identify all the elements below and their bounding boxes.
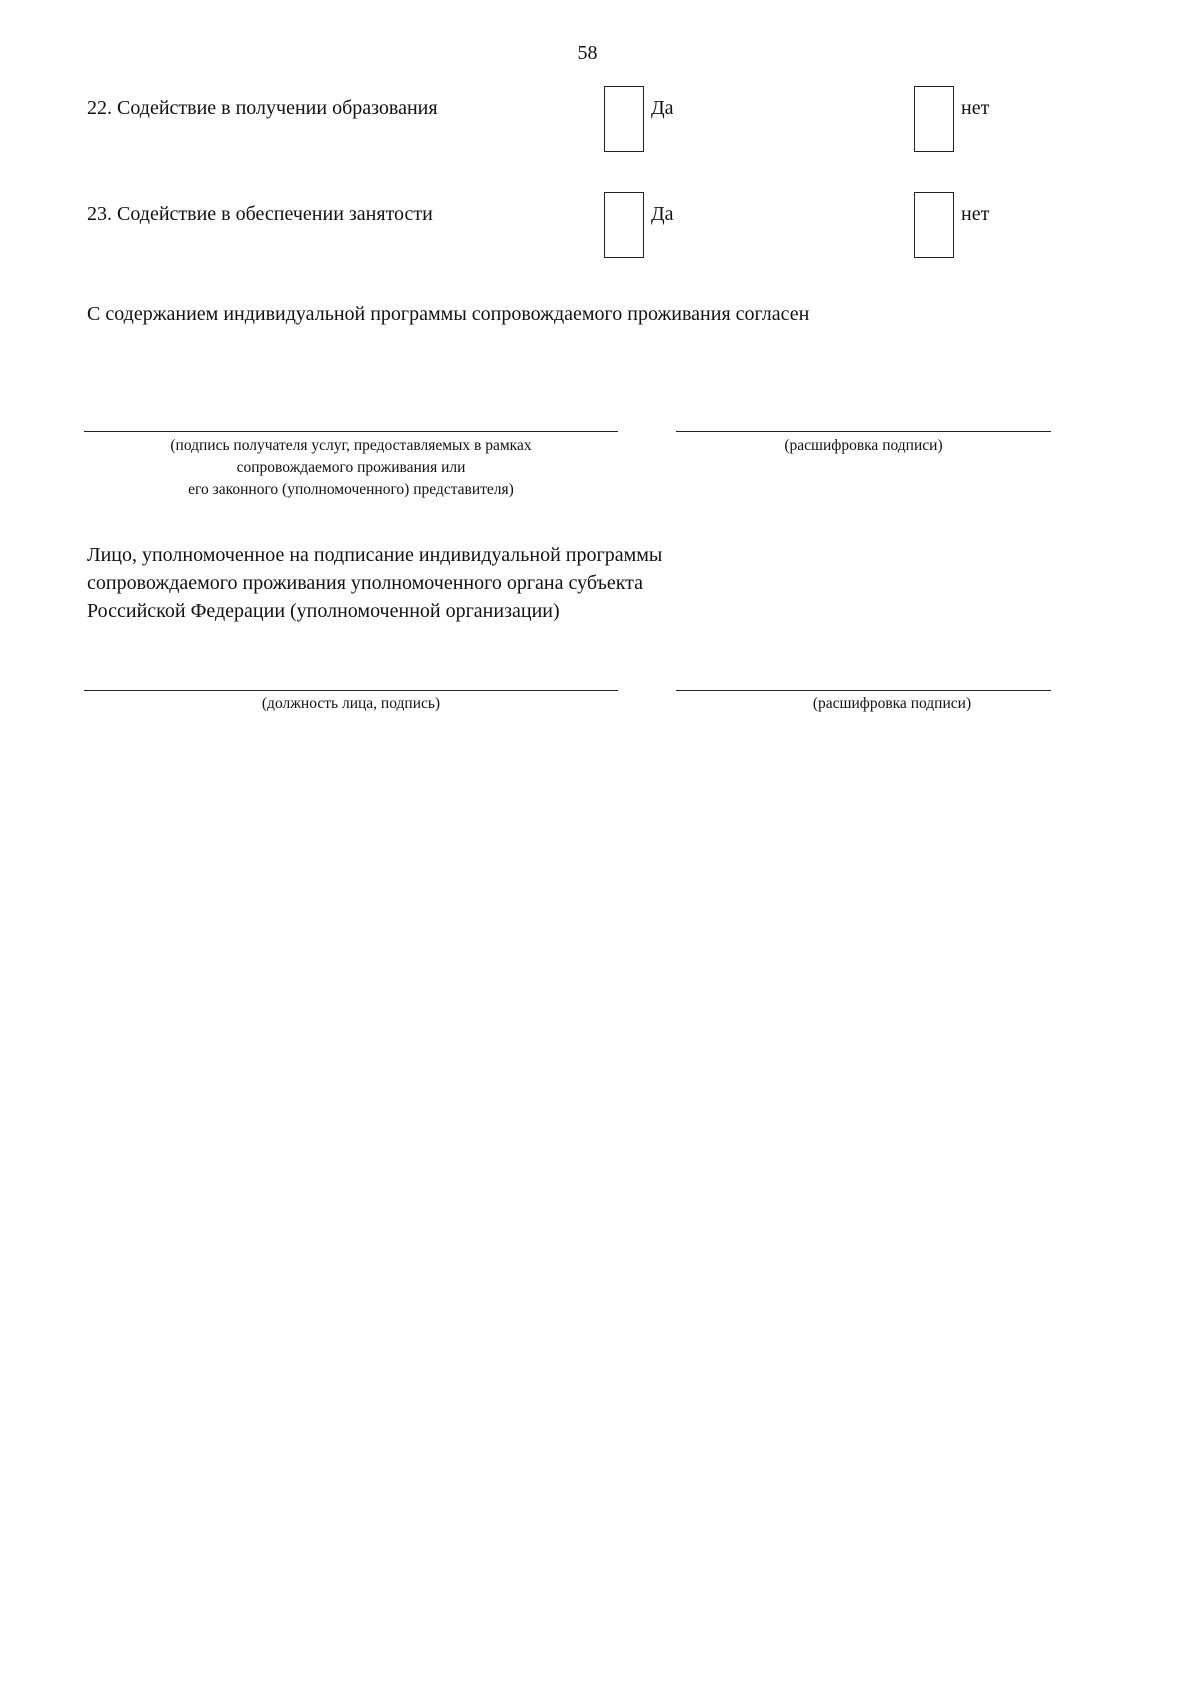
question-23-label: 23. Содействие в обеспечении занятости	[87, 203, 433, 225]
authorized-person-text	[87, 541, 662, 625]
question-22-yes-checkbox[interactable]	[604, 86, 644, 152]
authorized-text-line: сопровождаемого проживания уполномоченного органа субъекта	[87, 572, 644, 594]
consent-statement: С содержанием индивидуальной программы сопровождаемого проживания согласен	[87, 303, 810, 325]
recipient-decode-line[interactable]	[676, 431, 1051, 432]
caption-line: сопровождаемого проживания или	[236, 459, 466, 476]
caption-line: (подпись получателя услуг, предоставляемых в рамках	[170, 437, 532, 454]
recipient-signature-line[interactable]	[84, 431, 618, 432]
recipient-signature-caption	[84, 435, 618, 501]
question-22-no-checkbox[interactable]	[914, 86, 954, 152]
authorized-decode-caption: (расшифровка подписи)	[812, 695, 972, 712]
authorized-text-line: Лицо, уполномоченное на подписание индивидуальной программы	[87, 544, 663, 566]
page-number: 58	[577, 42, 598, 64]
authorized-position-caption: (должность лица, подпись)	[261, 695, 441, 712]
question-22-label: 22. Содействие в получении образования	[87, 97, 438, 119]
authorized-decode-line[interactable]	[676, 690, 1051, 691]
authorized-text-line: Российской Федерации (уполномоченной организации)	[87, 600, 560, 622]
question-22-yes-label: Да	[651, 97, 674, 119]
question-23-no-label: нет	[961, 203, 990, 225]
question-23-no-checkbox[interactable]	[914, 192, 954, 258]
question-23-yes-checkbox[interactable]	[604, 192, 644, 258]
question-22-no-label: нет	[961, 97, 990, 119]
caption-line: его законного (уполномоченного) представителя)	[188, 481, 514, 498]
authorized-signature-line[interactable]	[84, 690, 618, 691]
recipient-decode-caption: (расшифровка подписи)	[784, 437, 943, 454]
question-23-yes-label: Да	[651, 203, 674, 225]
